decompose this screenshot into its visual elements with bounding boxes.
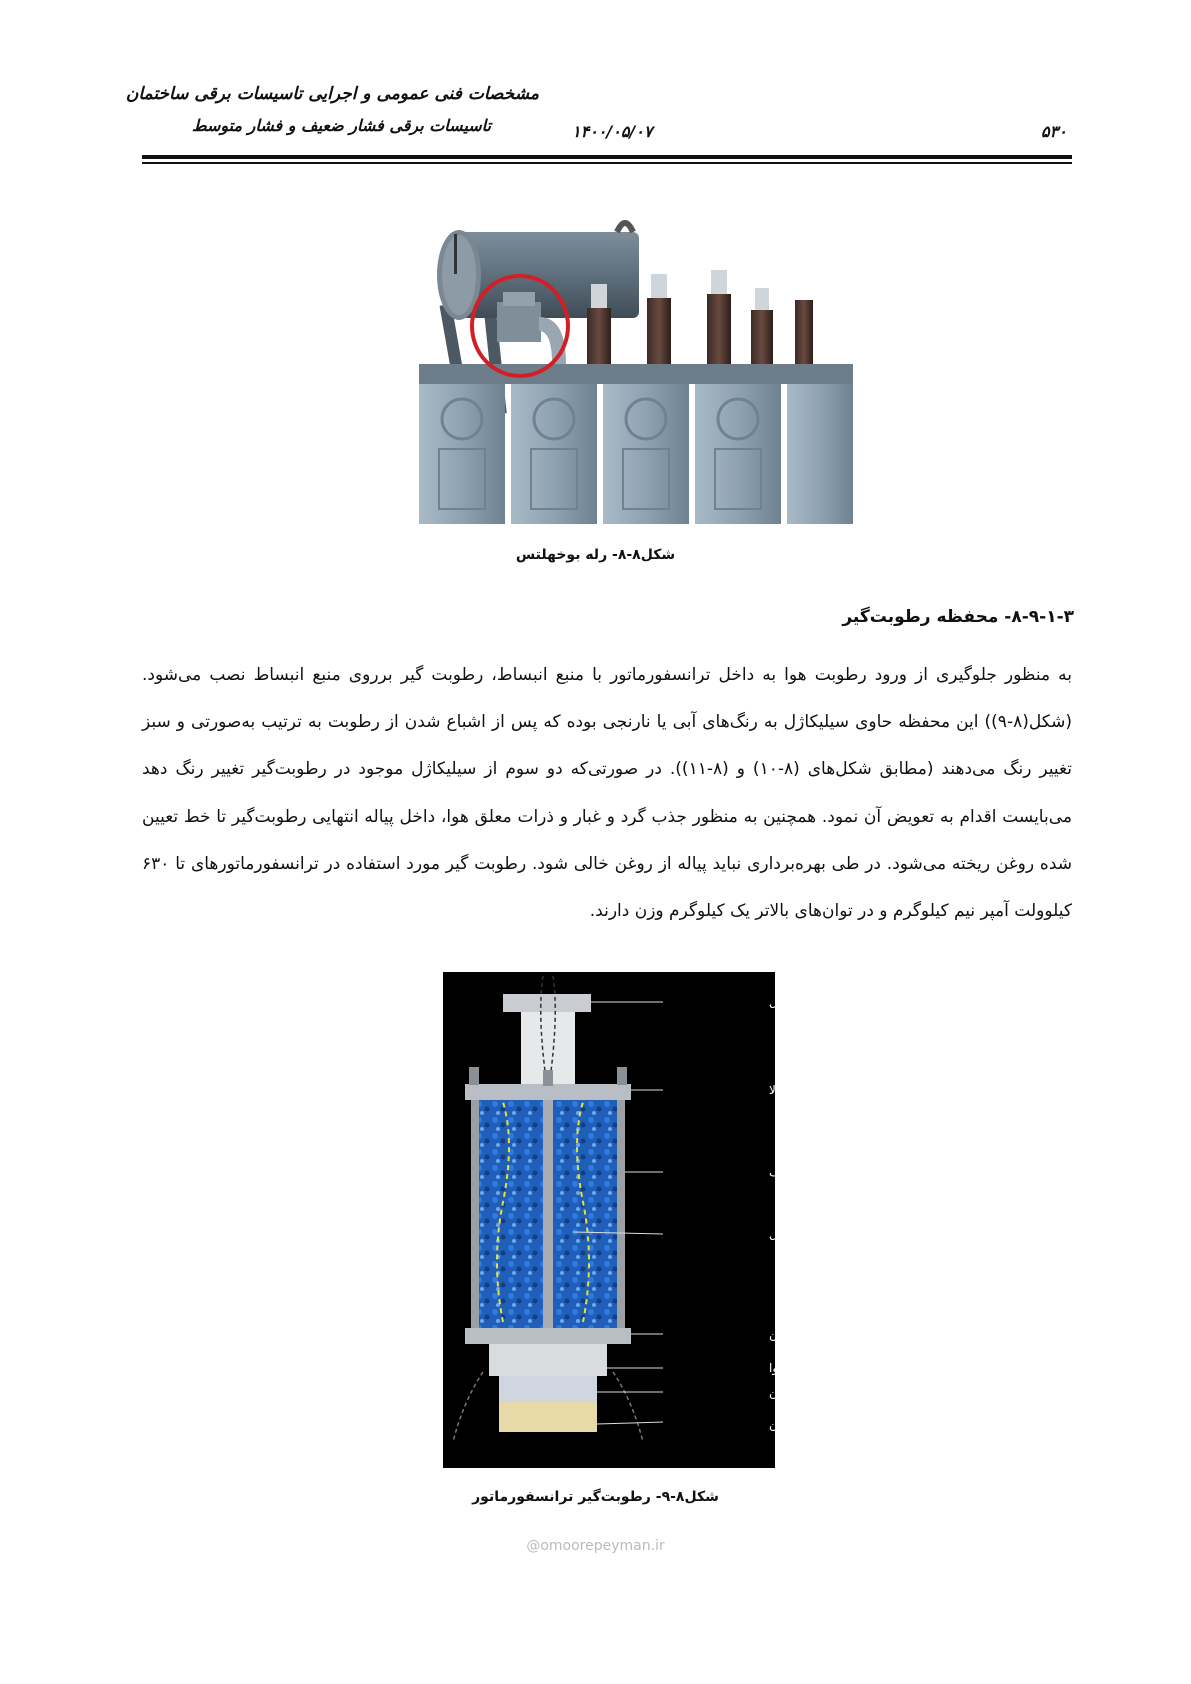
- header-rule-thin: [142, 162, 1072, 164]
- body-paragraph: به منظور جلوگیری از ورود رطوبت هوا به داخل ترانسفورماتور با منبع انبساط، رطوبت گیر برروی منبع انبساط نصب می‌شود. (شکل(۸-۹)) این محفظه حاوی سیلیکاژل به رنگ‌های آبی یا نارنجی بوده که پس از اشباع شدن از رطوبت به ترتیب به‌صورتی و سبز تغییر رنگ می‌دهند (مطابق شکل‌های (۸-۱۰) و (۸-۱۱)). در صورتی‌که دو سوم از سیلیکاژل موجود در رطوبت‌گیر تغییر رنگ دهد می‌بایست اقدام به تعویض آن نمود. همچنین به منظور جذب گرد و غبار و ذرات معلق هوا، داخل پیاله انتهایی رطوبت‌گیر تا خط تعیین شده روغن ریخته می‌شود. در طی بهره‌برداری نباید پیاله از روغن خالی شود. رطوبت گیر مورد استفاده در ترانسفورماتورهای تا ۶۳۰ کیلوولت آمپر نیم کیلوگرم و در توان‌های بالاتر یک کیلوگرم وزن دارند.: [142, 665, 1072, 922]
- figure2-caption: شکل۸-۹- رطوبت‌گیر ترانسفورماتور: [472, 1489, 719, 1505]
- label-silica-gel: سیلیکا ژل: [769, 1227, 819, 1241]
- header-title: مشخصات فنی عمومی و اجرایی تاسیسات برقی ساختمان: [125, 84, 539, 104]
- label-clear-housing: محفظه شفاف: [769, 1165, 842, 1179]
- figure1-caption: شکل۸-۸- رله بوخهلتس: [515, 547, 676, 563]
- label-top-vent: دریچه بالا: [769, 1083, 816, 1097]
- header-date: ۱۴۰۰/۰۵/۰۷: [572, 122, 653, 141]
- figure-breather: [443, 972, 842, 1468]
- watermark: @omoorepeyman.ir: [526, 1538, 665, 1554]
- section-heading: ۸-۹-۱-۳- محفظه رطوبت‌گیر: [842, 607, 1074, 627]
- label-connection-bolt: پیچ اتصال: [769, 995, 817, 1009]
- label-bottom-vent: دریچه پایین: [769, 1327, 825, 1341]
- header-subtitle: تاسیسات برقی فشار ضعیف و فشار متوسط: [191, 116, 491, 135]
- figure-buchholz-relay: [419, 214, 853, 524]
- label-oil-cup: پیاله روغن: [769, 1417, 821, 1431]
- header-rule-thick: [142, 155, 1072, 159]
- label-air-inlet: محل ورود هوا: [769, 1361, 839, 1375]
- page-number: ۵۳۰: [1041, 122, 1067, 141]
- label-oil: روغن: [769, 1385, 796, 1399]
